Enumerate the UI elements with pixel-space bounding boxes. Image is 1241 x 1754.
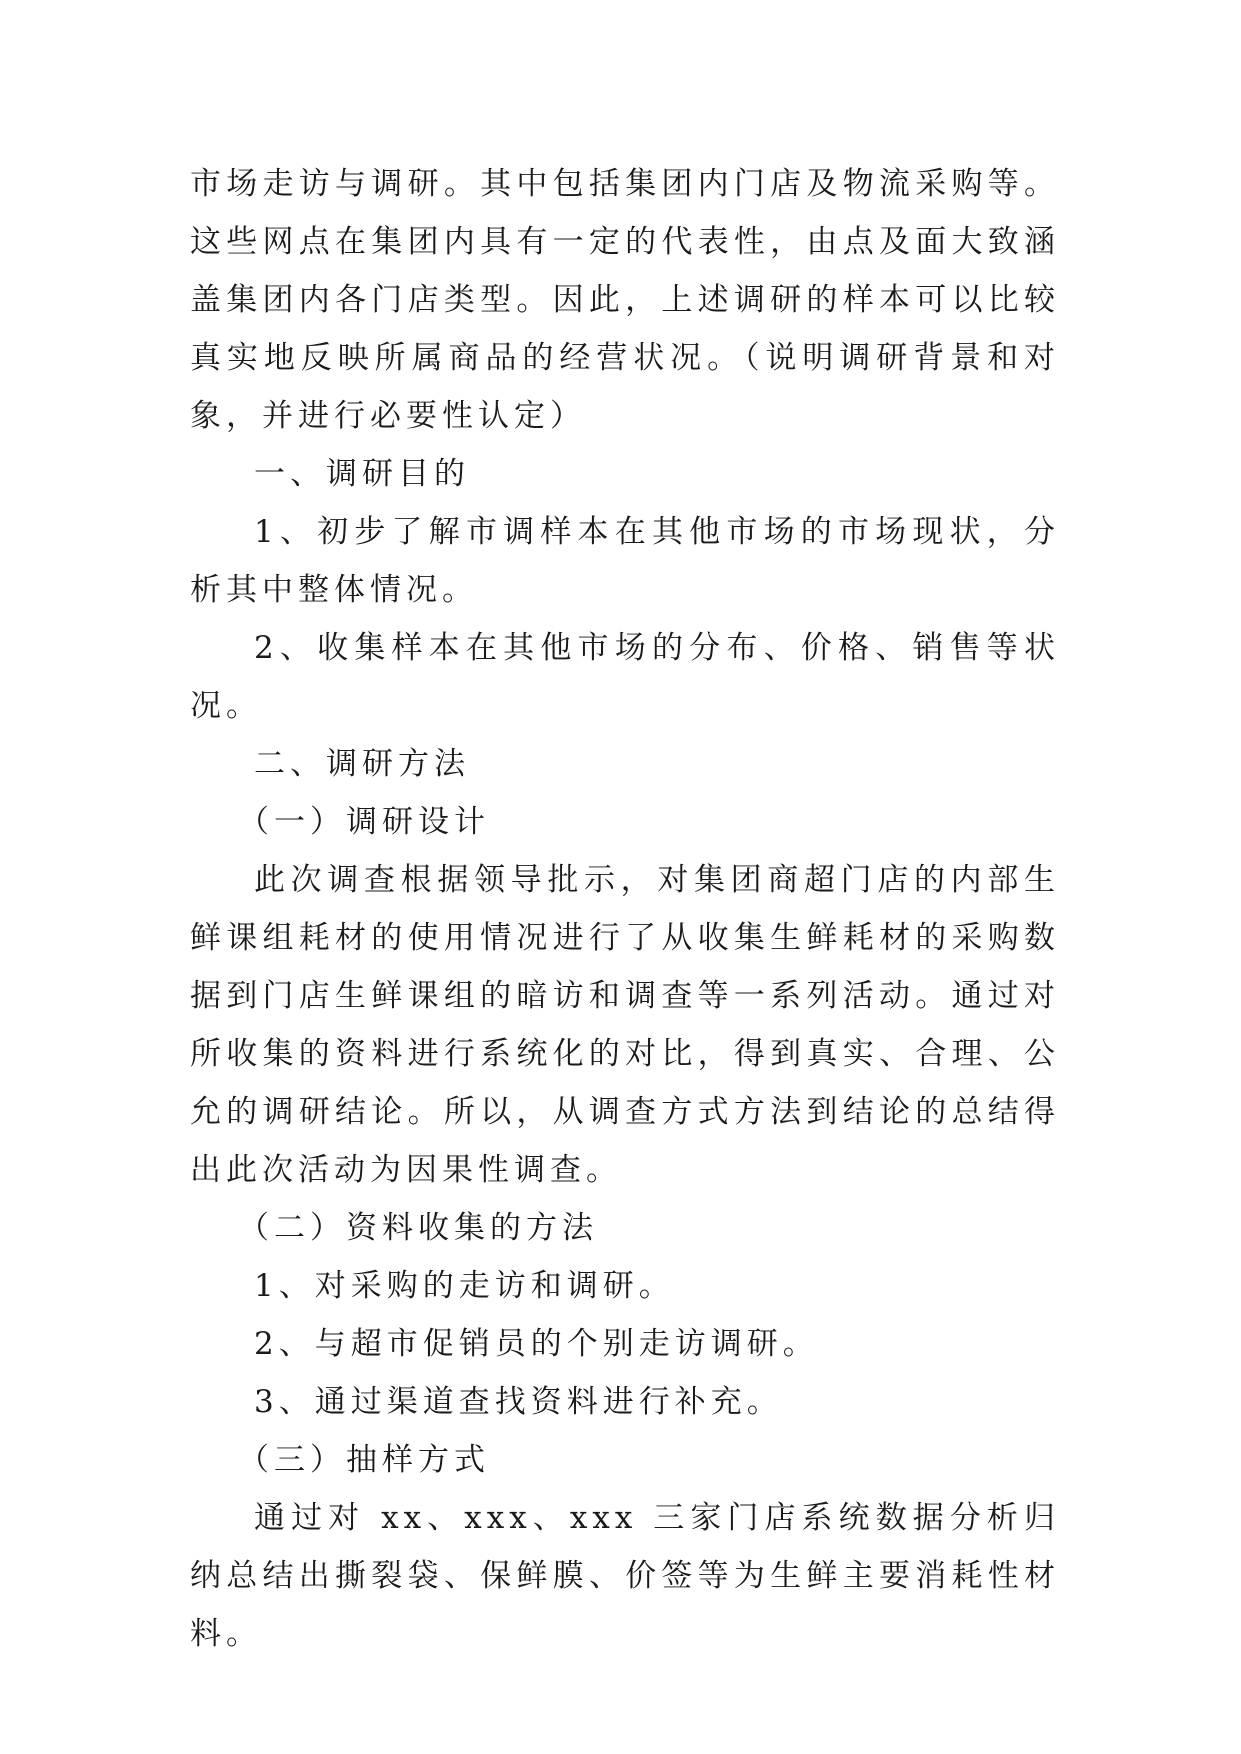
document-body	[190, 155, 1060, 1663]
paragraph-purpose-1: 1、初步了解市调样本在其他市场的市场现状，分析其中整体情况。	[190, 514, 1060, 608]
paragraph-design: 此次调查根据领导批示，对集团商超门店的内部生鲜课组耗材的使用情况进行了从收集生鲜耗材的采购数据到门店生鲜课组的暗访和调查等一系列活动。通过对所收集的资料进行系统化的对比，得到真实、合理、公允的调研结论。所以，从调查方式方法到结论的总结得出此次活动为因果性调查。	[190, 862, 1060, 1188]
paragraph-collection-3: 3、通过渠道查找资料进行补充。	[254, 1384, 783, 1420]
paragraph-purpose-2: 2、收集样本在其他市场的分布、价格、销售等状况。	[190, 630, 1060, 724]
paragraph-continued: 市场走访与调研。其中包括集团内门店及物流采购等。这些网点在集团内具有一定的代表性，由点及面大致涵盖集团内各门店类型。因此，上述调研的样本可以比较真实地反映所属商品的经营状况。（说明调研背景和对象，并进行必要性认定）	[190, 166, 1060, 434]
subheading-data-collection: （二）资料收集的方法	[238, 1210, 598, 1246]
paragraph-collection-1: 1、对采购的走访和调研。	[254, 1268, 675, 1304]
subheading-sampling: （三）抽样方式	[238, 1442, 490, 1478]
paragraph-sampling: 通过对 xx、xxx、xxx 三家门店系统数据分析归纳总结出撕裂袋、保鲜膜、价签等为生鲜主要消耗性材料。	[190, 1500, 1060, 1652]
subheading-design: （一）调研设计	[238, 804, 490, 840]
section-heading-purpose: 一、调研目的	[254, 456, 470, 492]
section-heading-method: 二、调研方法	[254, 746, 470, 782]
paragraph-collection-2: 2、与超市促销员的个别走访调研。	[254, 1326, 819, 1362]
